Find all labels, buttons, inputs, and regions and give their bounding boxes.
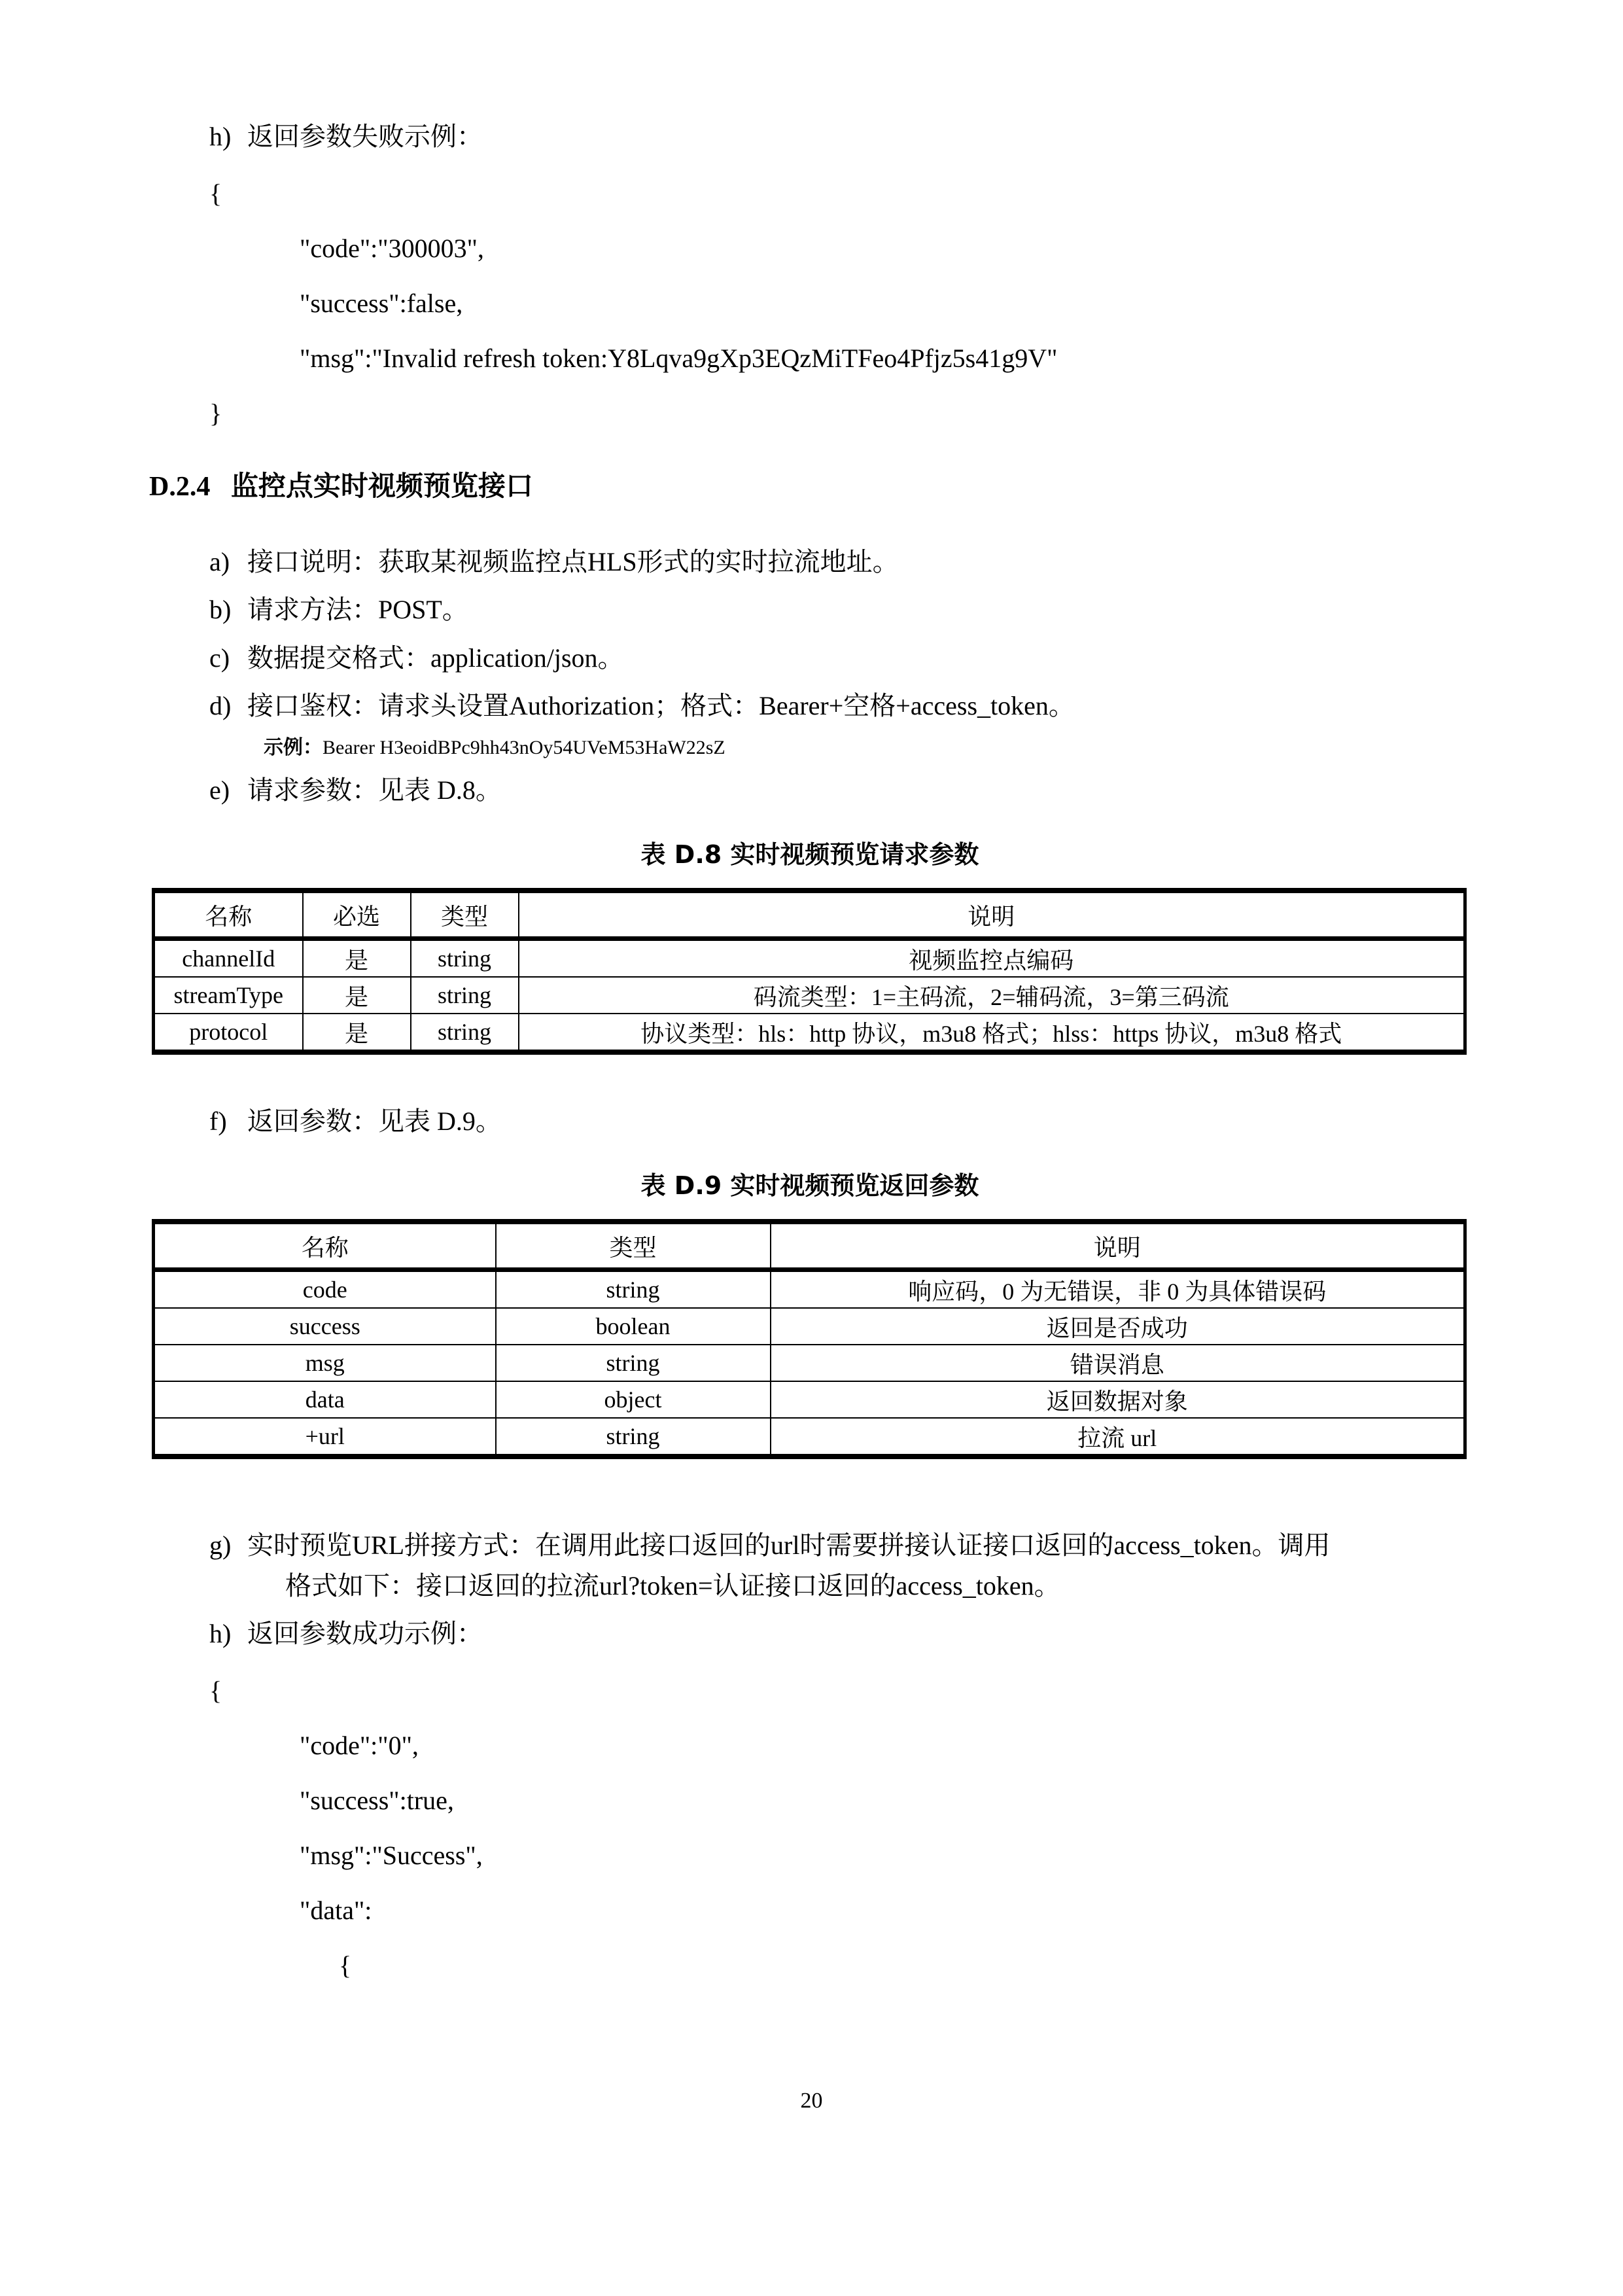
list-item-line-2: 格式如下：接口返回的拉流url?token=认证接口返回的access_token。 (285, 1570, 1060, 1600)
section-number: D.2.4 (149, 472, 211, 503)
json-inner-open-brace: { (339, 1950, 352, 1980)
cell-type: object (496, 1381, 771, 1418)
example-label: 示例： (264, 735, 323, 759)
list-item-label: 返回参数成功示例： (247, 1618, 483, 1648)
list-marker: c) (209, 643, 230, 673)
cell-name: data (154, 1381, 496, 1418)
cell-type: string (496, 1345, 771, 1381)
cell-name: +url (154, 1418, 496, 1457)
json-close-brace: } (209, 398, 222, 429)
list-marker: h) (209, 1618, 232, 1648)
json-line-code: "code":"300003", (300, 234, 484, 264)
table-header-row (154, 1222, 1465, 1270)
table-row (154, 1418, 1465, 1457)
cell-required: 是 (303, 939, 411, 978)
cell-name: msg (154, 1345, 496, 1381)
cell-name: protocol (154, 1014, 303, 1052)
list-marker: h) (209, 122, 232, 151)
list-item-label: 请求参数：见表 D.8。 (247, 775, 502, 805)
page-number: 20 (800, 2089, 823, 2113)
list-item-c (209, 643, 1471, 673)
json-open-brace-success: { (209, 1675, 222, 1705)
list-marker: a) (209, 547, 230, 577)
list-item-e (209, 775, 1471, 805)
column-header-description: 说明 (771, 1222, 1465, 1270)
table-row (154, 939, 1465, 978)
list-item-label: 返回参数：见表 D.9。 (247, 1106, 502, 1137)
page-content (149, 0, 1471, 1979)
list-item-f (209, 1106, 1471, 1137)
list-item-h-fail-example (209, 121, 1471, 152)
table-d9-title: 表 D.9 实时视频预览返回参数 (640, 1171, 979, 1201)
cell-required: 是 (303, 977, 411, 1014)
cell-type: string (411, 977, 519, 1014)
cell-type: string (411, 939, 519, 978)
cell-description: 拉流 url (771, 1418, 1465, 1457)
column-header-description: 说明 (519, 891, 1465, 939)
json-line-success: "success":true, (300, 1785, 454, 1815)
list-item-b (209, 594, 1471, 625)
cell-type: string (496, 1418, 771, 1457)
list-marker: d) (209, 690, 232, 720)
list-marker: f) (209, 1106, 227, 1137)
cell-required: 是 (303, 1014, 411, 1052)
json-line-msg: "msg":"Invalid refresh token:Y8Lqva9gXp3EQzMiTFeo4Pfjz5s41g9V" (300, 344, 1058, 374)
list-item-a (209, 546, 1471, 577)
cell-name: code (154, 1270, 496, 1309)
column-header-required: 必选 (303, 891, 411, 939)
example-note (264, 735, 1471, 759)
cell-description: 协议类型：hls：http 协议，m3u8 格式；hlss：https 协议，m3u8 格式 (519, 1014, 1465, 1052)
cell-description: 返回是否成功 (771, 1308, 1465, 1345)
table-d9 (152, 1219, 1467, 1459)
column-header-name: 名称 (154, 891, 303, 939)
cell-description: 返回数据对象 (771, 1381, 1465, 1418)
cell-description: 码流类型：1=主码流，2=辅码流，3=第三码流 (519, 977, 1465, 1014)
cell-description: 错误消息 (771, 1345, 1465, 1381)
table-d8-title: 表 D.8 实时视频预览请求参数 (640, 840, 979, 870)
cell-name: channelId (154, 939, 303, 978)
table-row (154, 1345, 1465, 1381)
list-item-label: 接口说明：获取某视频监控点HLS形式的实时拉流地址。 (247, 547, 899, 577)
cell-type: string (496, 1270, 771, 1309)
section-heading (149, 472, 1471, 501)
cell-type: boolean (496, 1308, 771, 1345)
table-row (154, 977, 1465, 1014)
table-row (154, 1270, 1465, 1309)
column-header-name: 名称 (154, 1222, 496, 1270)
column-header-type: 类型 (411, 891, 519, 939)
json-open-brace: { (209, 179, 222, 209)
table-row (154, 1308, 1465, 1345)
cell-name: streamType (154, 977, 303, 1014)
list-marker: e) (209, 775, 230, 805)
list-item-label: 数据提交格式：application/json。 (247, 643, 624, 673)
cell-description: 响应码，0 为无错误，非 0 为具体错误码 (771, 1270, 1465, 1309)
column-header-type: 类型 (496, 1222, 771, 1270)
list-item-label: 接口鉴权：请求头设置Authorization；格式：Bearer+空格+access_token。 (247, 690, 1075, 720)
list-item-label: 请求方法：POST。 (247, 595, 468, 625)
json-line-success: "success":false, (300, 289, 463, 319)
list-item-g (209, 1530, 1471, 1600)
section-title: 监控点实时视频预览接口 (230, 470, 533, 503)
table-d9-wrap (152, 1219, 1467, 1459)
json-line-code: "code":"0", (300, 1730, 419, 1760)
json-line-msg: "msg":"Success", (300, 1840, 483, 1870)
list-item-line-1: 实时预览URL拼接方式：在调用此接口返回的url时需要拼接认证接口返回的access_token。调用 (247, 1530, 1331, 1561)
list-item-d (209, 690, 1471, 721)
table-row (154, 1014, 1465, 1052)
table-d8-wrap (152, 888, 1467, 1055)
table-row (154, 1381, 1465, 1418)
cell-name: success (154, 1308, 496, 1345)
list-item-h-success-example (209, 1618, 1471, 1649)
json-line-data: "data": (300, 1895, 372, 1925)
list-marker: g) (209, 1530, 232, 1561)
table-header-row (154, 891, 1465, 939)
cell-description: 视频监控点编码 (519, 939, 1465, 978)
list-item-body (247, 1530, 1471, 1600)
example-value: Bearer H3eoidBPc9hh43nOy54UVeM53HaW22sZ (323, 736, 725, 758)
table-d8 (152, 888, 1467, 1055)
cell-type: string (411, 1014, 519, 1052)
list-item-label: 返回参数失败示例： (247, 122, 483, 151)
list-marker: b) (209, 595, 232, 625)
